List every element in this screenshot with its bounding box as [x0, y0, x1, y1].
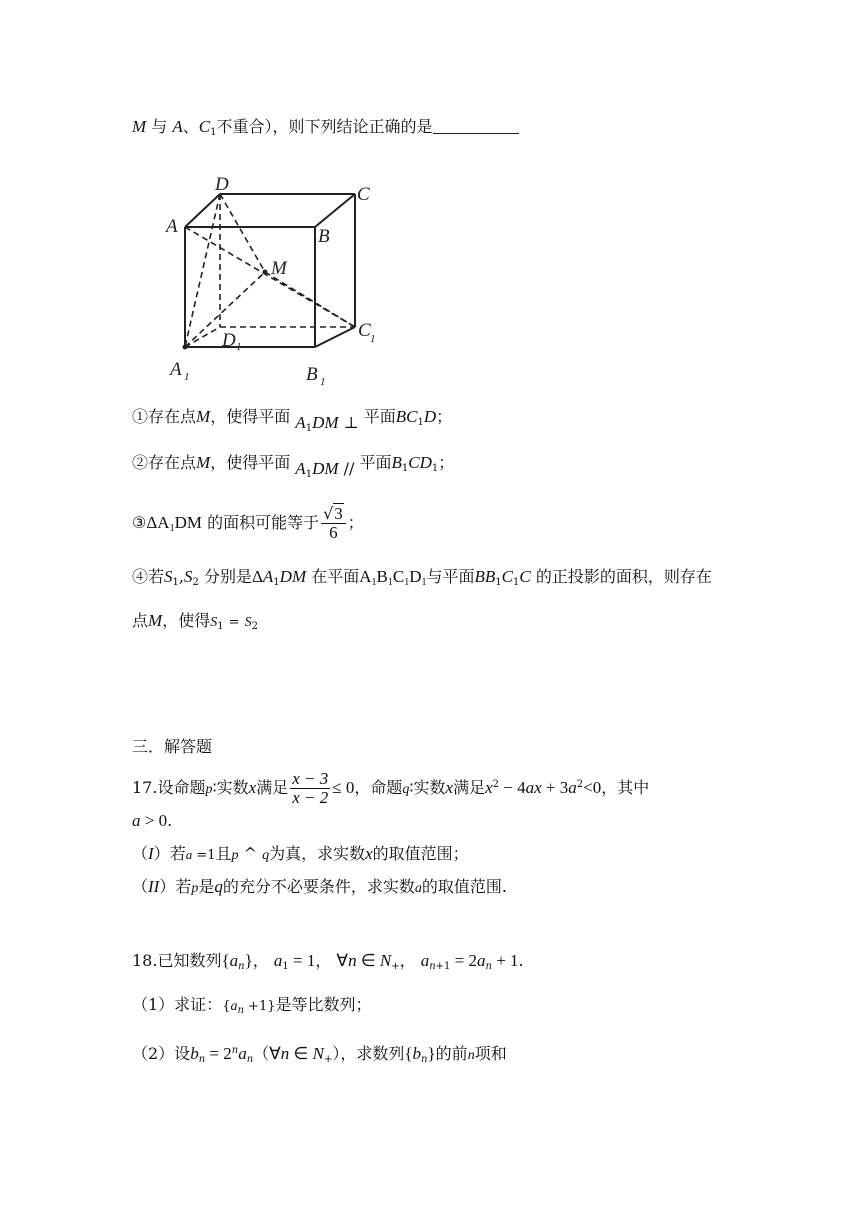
svg-text:A: A — [170, 359, 182, 380]
option-4-line2: 点M，使得$S_1 = S_2$ — [132, 611, 259, 632]
svg-text:D: D — [222, 330, 236, 351]
svg-text:C: C — [357, 184, 370, 205]
svg-text:C: C — [358, 320, 371, 341]
svg-text:M: M — [271, 258, 287, 279]
answer-blank — [433, 117, 519, 134]
svg-text:A: A — [166, 216, 178, 237]
option-1: ①存在点M，使得平面 $A_1DM$ ⊥ 平面$BC_1D$； — [132, 407, 453, 434]
q17-line1: 17.设命题p∶实数x满足 $\frac{x - 3}{x - 2}$ ≤ 0，命题q∶实数x满足$x^2 - 4ax + 3a^2<0$，其中 — [132, 769, 650, 807]
svg-text:1: 1 — [370, 333, 376, 345]
q17-part-2: （II）若p是q的充分不必要条件，求实数a的取值范围. — [132, 877, 507, 896]
svg-text:1: 1 — [320, 376, 326, 387]
option-3: $③\Delta A_1DM$ 的面积可能等于 $\frac{√3}{6}$ ； — [132, 504, 364, 542]
svg-text:D: D — [215, 174, 229, 195]
point-a1 — [183, 345, 188, 350]
intro-line: M 与 A、$C_1$不重合），则下列结论正确的是 — [132, 116, 519, 144]
svg-text:B: B — [318, 226, 330, 247]
q18-part-1: （1）求证：$\{a_n +1\}$是等比数列； — [132, 995, 372, 1016]
q17-line2: a > 0. — [132, 811, 173, 830]
section-title: 三．解答题 — [132, 737, 213, 756]
q17-part-1: （I）若a =1且p ^ q为真，求实数x的取值范围； — [132, 844, 469, 863]
q18-line1: 18.已知数列$\{a_n\}$， $a_1 = 1$， ∀n ∈ $N_+$， $a_{n+1} = 2a_n + 1$. — [132, 951, 524, 972]
svg-text:1: 1 — [184, 371, 190, 383]
option-2: ②存在点M，使得平面 $A_1DM$ // 平面$B_1CD_1$； — [132, 453, 455, 480]
svg-text:B: B — [306, 364, 318, 385]
option-4: ④若$S_1,S_2$ 分别是$\Delta A_1DM$ 在平面$A_1B_1C_1D_1$与平面$BB_1C_1C$ 的正投影的面积，则存在 — [132, 567, 712, 588]
fraction-sqrt3-over-6: $\frac{√3}{6}$ — [321, 505, 346, 542]
svg-text:1: 1 — [236, 341, 242, 353]
intro-text: 不重合），则下列结论正确的是 — [216, 117, 433, 136]
fraction-x3-over-x2: $\frac{x - 3}{x - 2}$ — [292, 769, 329, 807]
cube-figure — [160, 172, 390, 387]
point-m — [263, 270, 268, 275]
q18-part-2: （2）设$b_n$ = $2^na_n(\forall n$ ∈ $N_+$），求数列$\{b_n\}$的前n项和 — [132, 1044, 507, 1065]
